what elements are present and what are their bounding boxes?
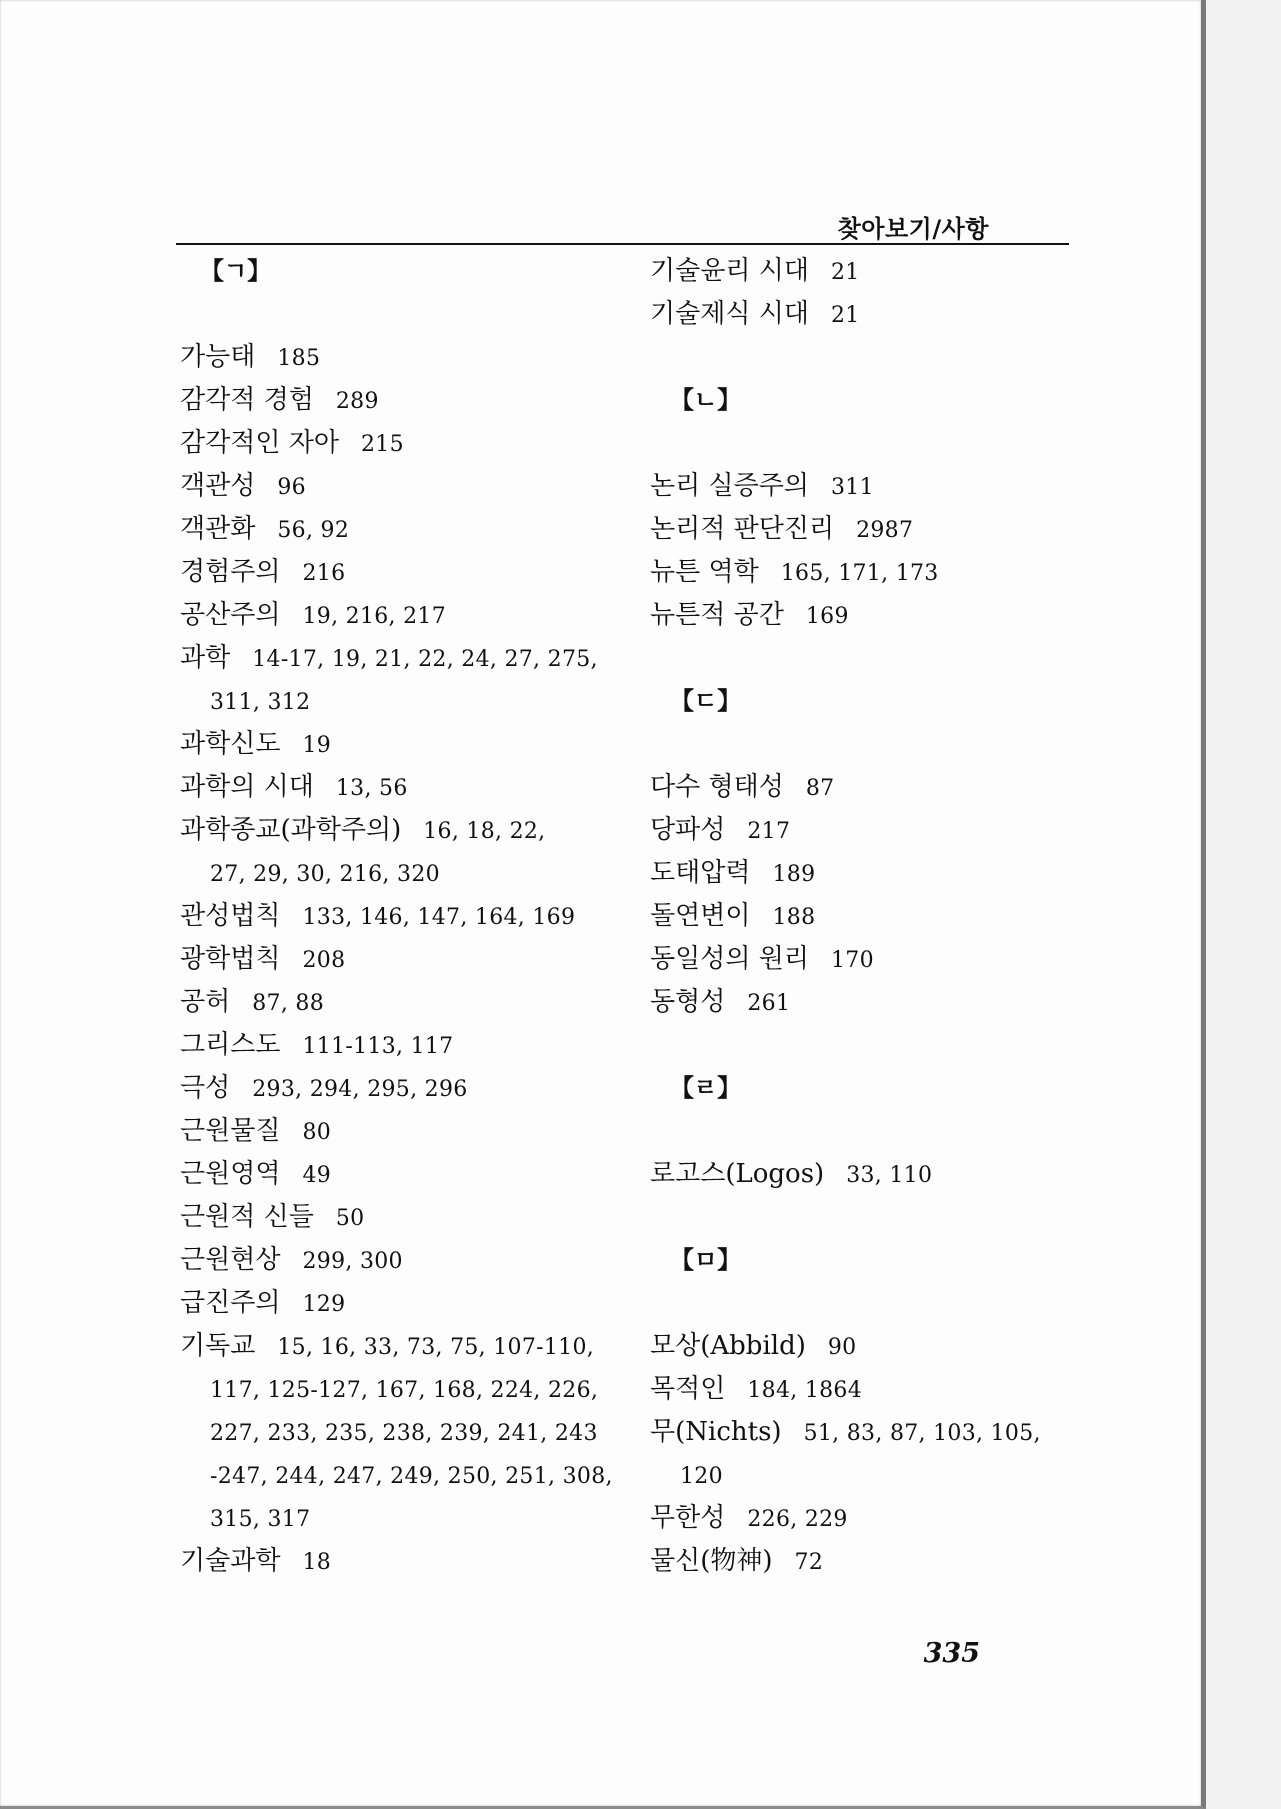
entry-pages: 215: [360, 432, 404, 457]
entry-term: 로고스(Logos): [650, 1159, 825, 1189]
entry-pages: 51, 83, 87, 103, 105,: [803, 1421, 1041, 1446]
index-entry: [180, 895, 640, 938]
index-entry: [180, 551, 640, 594]
index-entry: [650, 852, 1110, 895]
index-entry: [180, 336, 640, 379]
index-entry: [180, 1153, 640, 1196]
entry-pages: 311: [830, 475, 874, 500]
entry-term: 기술윤리 시대: [650, 256, 809, 286]
entry-term: 공산주의: [180, 600, 281, 630]
entry-pages: 72: [794, 1550, 824, 1575]
entry-term: 논리 실증주의: [650, 471, 809, 501]
entry-pages: 96: [277, 475, 306, 500]
entry-pages: 184, 1864: [747, 1378, 863, 1403]
entry-term: 급진주의: [180, 1288, 281, 1318]
entry-pages: 90: [827, 1335, 857, 1360]
entry-pages: 18: [302, 1550, 332, 1575]
index-entry: [650, 293, 1110, 336]
header-rule: [176, 243, 1069, 245]
index-entry: [650, 1153, 1110, 1196]
entry-pages: 227, 233, 235, 238, 239, 241, 243: [210, 1421, 598, 1446]
index-entry: [180, 766, 640, 809]
spacer: [650, 1024, 1110, 1067]
entry-pages: 261: [747, 991, 791, 1016]
entry-pages: -247, 244, 247, 249, 250, 251, 308,: [210, 1464, 613, 1489]
entry-pages: 165, 171, 173: [780, 561, 939, 586]
entry-pages: 27, 29, 30, 216, 320: [210, 862, 440, 887]
index-entry: [180, 465, 640, 508]
entry-term: 경험주의: [180, 557, 281, 587]
entry-term: 기술과학: [180, 1546, 281, 1576]
spacer: [650, 1110, 1110, 1153]
index-entry: [650, 594, 1110, 637]
entry-pages: 33, 110: [846, 1163, 933, 1188]
index-entry: [180, 1282, 640, 1325]
entry-term: 과학의 시대: [180, 772, 314, 802]
entry-term: 감각적 경험: [180, 385, 314, 415]
entry-pages: 15, 16, 33, 73, 75, 107-110,: [277, 1335, 595, 1360]
entry-term: 동형성: [650, 987, 726, 1017]
index-entry-continuation: [180, 1411, 640, 1454]
entry-pages: 311, 312: [210, 690, 311, 715]
entry-pages: 21: [830, 303, 860, 328]
index-entry: [180, 637, 640, 680]
entry-term: 객관성: [180, 471, 256, 501]
section-heading: 【ㄴ】: [670, 386, 742, 414]
index-entry-continuation: [180, 1497, 640, 1540]
index-entry: [180, 1540, 640, 1583]
index-entry: [650, 1411, 1110, 1454]
entry-pages: 169: [805, 604, 849, 629]
index-entry: [650, 938, 1110, 981]
index-entry: [650, 1497, 1110, 1540]
index-entry: [180, 1325, 640, 1368]
entry-term: 관성법칙: [180, 901, 281, 931]
entry-pages: 19, 216, 217: [302, 604, 447, 629]
index-entry: [180, 594, 640, 637]
entry-pages: 217: [747, 819, 791, 844]
entry-term: 객관화: [180, 514, 256, 544]
entry-term: 물신(物神): [650, 1546, 773, 1576]
entry-pages: 170: [830, 948, 874, 973]
entry-term: 뉴튼적 공간: [650, 600, 784, 630]
section-heading: 【ㄱ】: [200, 257, 272, 285]
index-entry: [650, 250, 1110, 293]
entry-pages: 185: [277, 346, 321, 371]
spacer: [650, 723, 1110, 766]
index-entry: [650, 981, 1110, 1024]
entry-pages: 19: [302, 733, 332, 758]
index-entry: [650, 1325, 1110, 1368]
index-entry: [180, 1067, 640, 1110]
entry-term: 가능태: [180, 342, 256, 372]
entry-pages: 117, 125-127, 167, 168, 224, 226,: [210, 1378, 599, 1403]
spacer: [650, 637, 1110, 680]
entry-term: 근원영역: [180, 1159, 281, 1189]
entry-pages: 2987: [856, 518, 914, 543]
index-entry: [180, 1024, 640, 1067]
entry-term: 뉴튼 역학: [650, 557, 759, 587]
index-entry: [180, 981, 640, 1024]
index-entry: [650, 809, 1110, 852]
entry-pages: 50: [335, 1206, 365, 1231]
entry-term: 당파성: [650, 815, 726, 845]
index-entry-continuation: [180, 680, 640, 723]
index-entry-continuation: [650, 1454, 1110, 1497]
entry-term: 극성: [180, 1073, 231, 1103]
index-entry: [180, 508, 640, 551]
index-entry: [650, 465, 1110, 508]
entry-term: 그리스도: [180, 1030, 281, 1060]
entry-term: 감각적인 자아: [180, 428, 339, 458]
entry-pages: 87: [805, 776, 835, 801]
spacer: [650, 1282, 1110, 1325]
index-entry: [180, 723, 640, 766]
entry-term: 돌연변이: [650, 901, 751, 931]
entry-pages: 87, 88: [252, 991, 325, 1016]
entry-pages: 188: [772, 905, 816, 930]
index-entry: [180, 422, 640, 465]
index-entry: [650, 1540, 1110, 1583]
entry-term: 광학법칙: [180, 944, 281, 974]
entry-term: 무(Nichts): [650, 1417, 782, 1447]
index-entry-continuation: [180, 852, 640, 895]
section-heading: 【ㄷ】: [670, 687, 742, 715]
entry-term: 공허: [180, 987, 231, 1017]
entry-pages: 129: [302, 1292, 346, 1317]
index-entry: [650, 766, 1110, 809]
spacer: [180, 293, 640, 336]
entry-pages: 216: [302, 561, 346, 586]
running-header: 찾아보기/사항: [837, 215, 989, 243]
section-heading: 【ㅁ】: [670, 1246, 742, 1274]
index-entry: [180, 938, 640, 981]
index-entry: [180, 1239, 640, 1282]
entry-term: 근원현상: [180, 1245, 281, 1275]
entry-pages: 208: [302, 948, 346, 973]
entry-pages: 21: [830, 260, 860, 285]
entry-pages: 293, 294, 295, 296: [252, 1077, 468, 1102]
index-entry: [650, 895, 1110, 938]
entry-pages: 315, 317: [210, 1507, 311, 1532]
index-entry: [650, 551, 1110, 594]
entry-term: 기술제식 시대: [650, 299, 809, 329]
spacer: [650, 1196, 1110, 1239]
entry-pages: 49: [302, 1163, 332, 1188]
entry-pages: 80: [302, 1120, 332, 1145]
spacer: [650, 336, 1110, 379]
entry-pages: 133, 146, 147, 164, 169: [302, 905, 576, 930]
entry-pages: 299, 300: [302, 1249, 403, 1274]
index-entry: [180, 379, 640, 422]
entry-term: 도태압력: [650, 858, 751, 888]
entry-term: 기독교: [180, 1331, 256, 1361]
page-number: 335: [923, 1638, 980, 1669]
entry-pages: 16, 18, 22,: [423, 819, 546, 844]
entry-term: 과학신도: [180, 729, 281, 759]
entry-term: 무한성: [650, 1503, 726, 1533]
index-column-left: [180, 250, 640, 1583]
index-entry: [650, 1368, 1110, 1411]
entry-pages: 56, 92: [277, 518, 350, 543]
index-column-right: [650, 250, 1110, 1583]
entry-pages: 226, 229: [747, 1507, 848, 1532]
entry-term: 근원물질: [180, 1116, 281, 1146]
entry-pages: 111-113, 117: [302, 1034, 454, 1059]
entry-term: 목적인: [650, 1374, 726, 1404]
entry-pages: 120: [680, 1464, 723, 1489]
spacer: [650, 422, 1110, 465]
index-entry: [180, 1196, 640, 1239]
index-entry: [180, 809, 640, 852]
entry-term: 과학종교(과학주의): [180, 815, 402, 845]
entry-term: 근원적 신들: [180, 1202, 314, 1232]
entry-term: 모상(Abbild): [650, 1331, 806, 1361]
entry-pages: 13, 56: [335, 776, 408, 801]
entry-term: 다수 형태성: [650, 772, 784, 802]
index-entry-continuation: [180, 1368, 640, 1411]
entry-term: 논리적 판단진리: [650, 514, 835, 544]
entry-pages: 289: [335, 389, 379, 414]
entry-pages: 14-17, 19, 21, 22, 24, 27, 275,: [252, 647, 598, 672]
entry-pages: 189: [772, 862, 816, 887]
index-entry-continuation: [180, 1454, 640, 1497]
section-heading: 【ㄹ】: [670, 1074, 742, 1102]
index-entry: [650, 508, 1110, 551]
entry-term: 동일성의 원리: [650, 944, 809, 974]
entry-term: 과학: [180, 643, 231, 673]
index-entry: [180, 1110, 640, 1153]
